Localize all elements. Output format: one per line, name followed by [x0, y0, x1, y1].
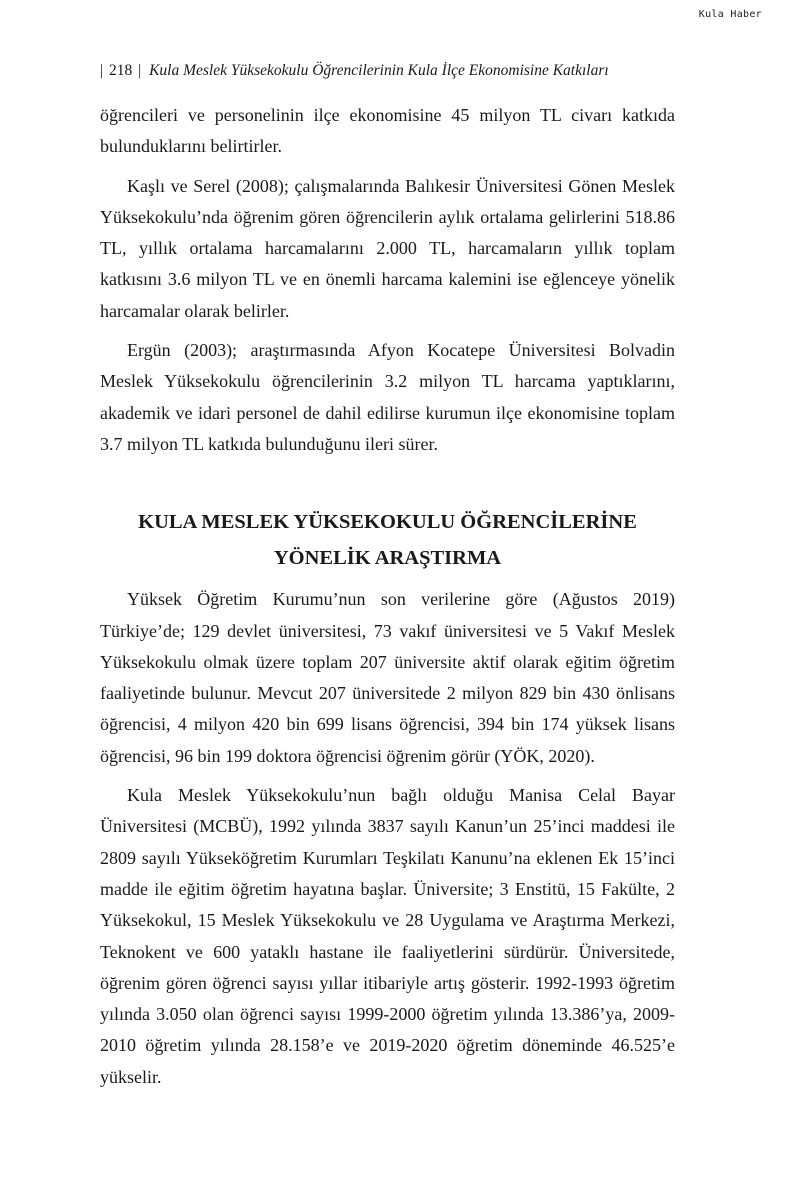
section-heading-line: YÖNELİK ARAŞTIRMA	[273, 547, 502, 570]
section-heading-line: KULA MESLEK YÜKSEKOKULU ÖĞRENCİLERİNE	[138, 511, 637, 534]
page-body	[100, 100, 675, 1093]
body-paragraph: Kaşlı ve Serel (2008); çalışmalarında Balıkesir Üniversitesi Gönen Meslek Yüksekokulu’nda öğrenim gören öğrencilerin aylık ortalama gelirlerini 518.86 TL, yıllık ortalama harcamalarını 2.000 TL, harcamaların yıllık toplam katkısını 3.6 milyon TL ve en önemli harcama kalemini ise eğlenceye yönelik harcamalar olarak belirler.	[100, 175, 675, 321]
body-paragraph: Yüksek Öğretim Kurumu’nun son verilerine göre (Ağustos 2019) Türkiye’de; 129 devlet üniversitesi, 73 vakıf üniversitesi ve 5 Vakıf Meslek Yüksekokulu olmak üzere toplam 207 üniversite aktif olarak eğitim öğretim faaliyetinde bulunur. Mevcut 207 üniversitede 2 milyon 829 bin 430 önlisans öğrencisi, 4 milyon 420 bin 699 lisans öğrencisi, 394 bin 174 yüksek lisans öğrencisi, 96 bin 199 doktora öğrencisi öğrenim görür (YÖK, 2020).	[100, 589, 675, 766]
page-number: 218	[108, 62, 133, 79]
running-header-title: Kula Meslek Yüksekokulu Öğrencilerinin Kula İlçe Ekonomisine Katkıları	[149, 62, 609, 79]
header-divider-left: |	[100, 62, 104, 79]
body-paragraph: Ergün (2003); araştırmasında Afyon Kocatepe Üniversitesi Bolvadin Meslek Yüksekokulu öğrencilerinin 3.2 milyon TL harcama yaptıklarını, akademik ve idari personel de dahil edilirse kurumun ilçe ekonomisine toplam 3.7 milyon TL katkıda bulunduğunu ileri sürer.	[100, 340, 675, 454]
running-header	[100, 62, 720, 80]
source-tag: Kula Haber	[698, 9, 762, 20]
body-paragraph: Kula Meslek Yüksekokulu’nun bağlı olduğu Manisa Celal Bayar Üniversitesi (MCBÜ), 1992 yılında 3837 sayılı Kanun’un 25’inci maddesi ile 2809 sayılı Yükseköğretim Kurumları Teşkilatı Kanunu’na eklenen Ek 15’inci madde ile eğitim öğretim hayatına başlar. Üniversite; 3 Enstitü, 15 Fakülte, 2 Yüksekokul, 15 Meslek Yüksekokulu ve 28 Uygulama ve Araştırma Merkezi, Teknokent ve 600 yataklı hastane ile faaliyetlerini sürdürür. Üniversitede, öğrenim gören öğrenci sayısı yıllar itibariyle artış gösterir. 1992-1993 öğretim yılında 3.050 olan öğrenci sayısı 1999-2000 öğretim yılında 13.386’ya, 2009-2010 öğretim yılında 28.158’e ve 2019-2020 öğretim döneminde 46.525’e yükselir.	[100, 785, 675, 1087]
section-heading	[100, 504, 675, 576]
header-divider-right: |	[138, 62, 142, 79]
body-paragraph: öğrencileri ve personelinin ilçe ekonomisine 45 milyon TL civarı katkıda bulunduklarını belirtirler.	[100, 105, 675, 157]
